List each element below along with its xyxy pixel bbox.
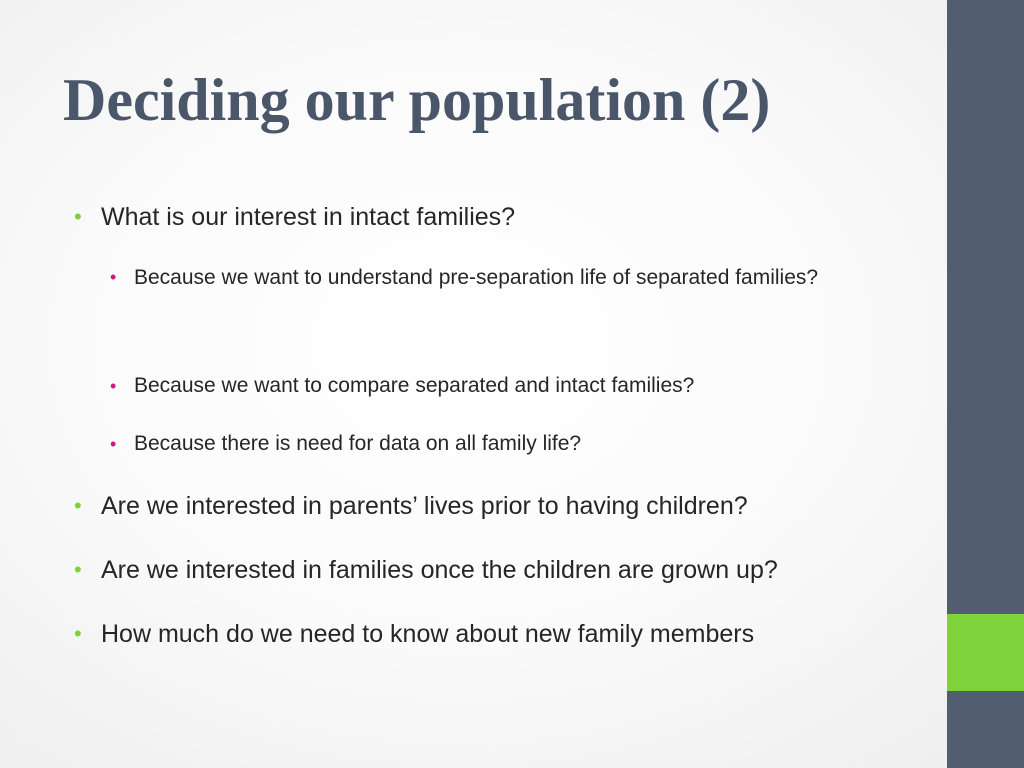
list-item-text: Are we interested in parents’ lives prior to having children? — [101, 492, 748, 520]
bullet-icon: • — [74, 621, 82, 646]
list-item — [110, 429, 581, 459]
list-item-text: Because there is need for data on all family life? — [134, 432, 582, 455]
list-item-text: How much do we need to know about new family members — [101, 620, 755, 648]
bullet-icon: • — [110, 376, 117, 396]
list-item — [74, 618, 754, 650]
list-item — [110, 371, 694, 401]
side-accent-block — [947, 614, 1024, 691]
list-item — [74, 201, 515, 233]
bullet-icon: • — [74, 557, 82, 582]
list-item-text: Are we interested in families once the children are grown up? — [101, 556, 778, 584]
bullet-icon: • — [74, 493, 82, 518]
list-item-text: Because we want to compare separated and intact families? — [134, 374, 695, 397]
list-item — [110, 262, 894, 303]
bullet-icon: • — [110, 267, 117, 287]
bullet-icon: • — [110, 434, 117, 454]
list-item-text: Because we want to understand pre-separation life of separated families? — [134, 266, 819, 289]
list-item-text: What is our interest in intact families? — [101, 203, 516, 231]
bullet-icon: • — [74, 204, 82, 229]
slide-title: Deciding our population (2) — [63, 67, 771, 133]
list-item — [74, 490, 748, 522]
list-item — [74, 554, 778, 586]
